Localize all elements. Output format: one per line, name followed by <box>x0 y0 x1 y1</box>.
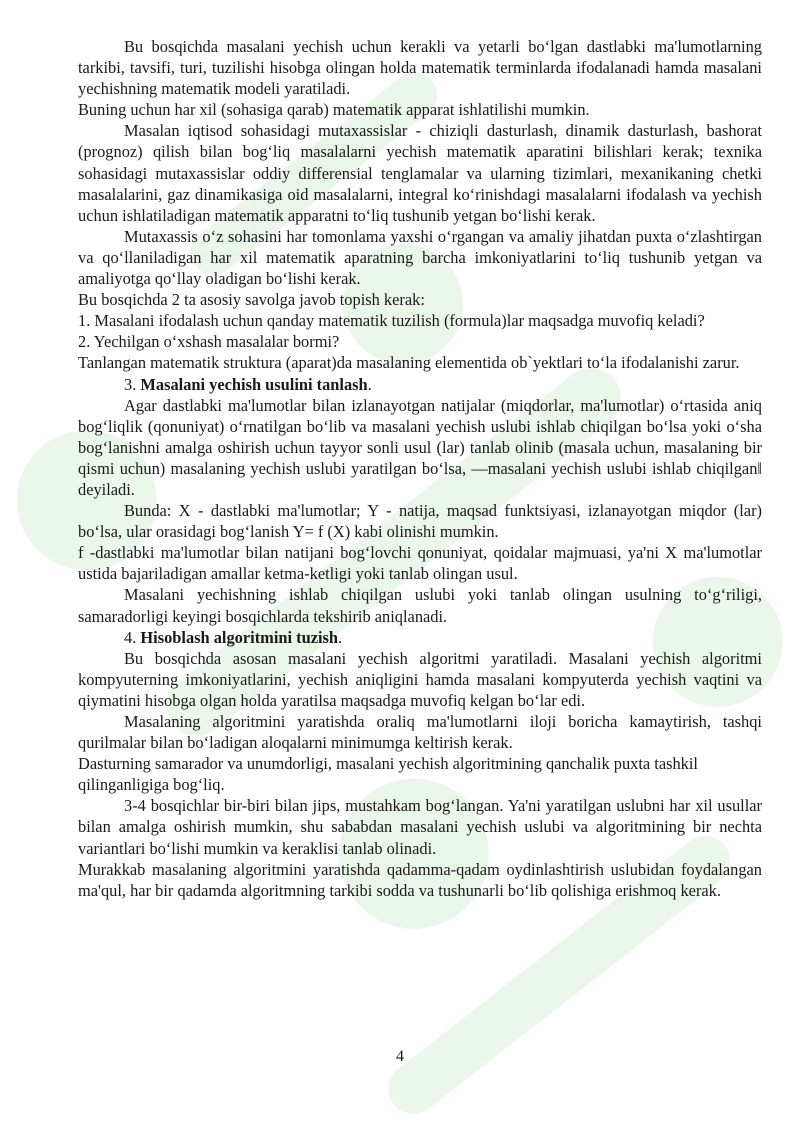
section-heading-3 <box>78 374 762 395</box>
paragraph: Mutaxassis o‘z sohasini har tomonlama yaxshi o‘rgangan va amaliy jihatdan puxta o‘zlashtirgan va qo‘llaniladigan har xil matematik aparatning barcha imkoniyatlarini to‘liq tushunib yetgan va amaliyotga qo‘llay oladigan bo‘lishi kerak. <box>78 226 762 289</box>
heading-dot: . <box>367 374 372 394</box>
document-body <box>78 36 762 901</box>
heading-number: 3. <box>124 374 137 394</box>
paragraph: Murakkab masalaning algoritmini yaratishda qadamma-qadam oydinlashtirish uslubidan foydalangan ma'qul, har bir qadamda algoritmning tarkibi sodda va tushunarli bo‘lib qolishiga erishmoq kerak. <box>78 859 762 900</box>
paragraph: Dasturning samarador va unumdorligi, masalani yechish algoritmining qanchalik puxta tashkil qilinganligiga bog‘liq. <box>78 754 698 795</box>
paragraph: Bunda: X - dastlabki ma'lumotlar; Y - natija, maqsad funktsiyasi, izlanayotgan miqdor (lar) bo‘lsa, ular orasidagi bog‘lanish Y= f (X) kabi olinishi mumkin. <box>78 501 762 542</box>
page-number: 4 <box>396 1048 404 1065</box>
paragraph: f -dastlabki ma'lumotlar bilan natijani bog‘lovchi qonuniyat, qoidalar majmuasi, ya'ni X ma'lumotlar ustida bajariladigan amallar ketma-ketligi yoki tanlab olingan usul. <box>78 543 762 584</box>
section-heading-4 <box>78 627 762 648</box>
paragraph: Masalaning algoritmini yaratishda oraliq ma'lumotlarni iloji boricha kamaytirish, tashqi qurilmalar bilan bo‘ladigan aloqalarni minimumga keltirish kerak. <box>78 712 762 753</box>
paragraph: Tanlangan matematik struktura (aparat)da masalaning elementida ob`yektlari to‘la ifodalanishi zarur. <box>78 353 740 373</box>
heading-dot: . <box>338 627 343 647</box>
list-item: 2. Yechilgan o‘xshash masalalar bormi? <box>78 332 340 352</box>
paragraph: Bu bosqichda 2 ta asosiy savolga javob topish kerak: <box>78 290 425 310</box>
paragraph: Bu bosqichda masalani yechish uchun kerakli va yetarli bo‘lgan dastlabki ma'lumotlarning tarkibi, tavsifi, turi, tuzilishi hisobga olingan holda matematik terminlarda ifodalanadi hamda masalani yechishning matematik modeli yaratiladi. <box>78 37 762 99</box>
paragraph: Agar dastlabki ma'lumotlar bilan izlanayotgan natijalar (miqdorlar, ma'lumotlar) o‘rtasida aniq bog‘liqlik (qonuniyat) o‘rnatilgan bo‘lib va masalani yechish uslubi ishlab chiqilgan bo‘lsa yoki o‘sha bog‘lanishni amalga oshirish uchun tayyor sonli usul (lar) tanlab olinib (masala uchun, masalaning bir qismi uchun) masalaning yechish uslubi yaratilgan bo‘lsa, ―masalani yechish uslubi ishlab chiqilganǁ deyiladi. <box>78 395 762 499</box>
paragraph: Buning uchun har xil (sohasiga qarab) matematik apparat ishlatilishi mumkin. <box>78 100 590 120</box>
heading-number: 4. <box>124 627 137 647</box>
heading-title: Hisoblash algoritmini tuzish <box>140 627 339 647</box>
paragraph: Masalani yechishning ishlab chiqilgan uslubi yoki tanlab olingan usulning to‘g‘riligi, samaradorligi keyingi bosqichlarda tekshirib aniqlanadi. <box>78 585 762 626</box>
list-item: 1. Masalani ifodalash uchun qanday matematik tuzilish (formula)lar maqsadga muvofiq keladi? <box>78 311 705 331</box>
heading-title: Masalani yechish usulini tanlash <box>140 374 368 394</box>
paragraph: Masalan iqtisod sohasidagi mutaxassislar - chiziqli dasturlash, dinamik dasturlash, bashorat (prognoz) qilish bilan bog‘liq masalalarni yechish matematik aparatini bilishlari kerak; texnika sohasidagi mutaxassislar oddiy differensial tenglamalar va ularning tizimlari, mexanikaning chetki masalalarini, gaz dinamikasiga oid masalalarni, integral ko‘rinishdagi masalalarni ifodalash va yechish uchun ishlatiladigan matematik apparatni to‘liq tushunib yetgan bo‘lishi kerak. <box>78 121 762 225</box>
paragraph: 3-4 bosqichlar bir-biri bilan jips, mustahkam bog‘langan. Ya'ni yaratilgan uslubni har xil usullar bilan amalga oshirish mumkin, shu sababdan masalani yechish uslubi va algoritmining bir nechta variantlari bo‘lishi mumkin va keraklisi tanlab olinadi. <box>78 796 762 858</box>
paragraph: Bu bosqichda asosan masalani yechish algoritmi yaratiladi. Masalani yechish algoritmi kompyuterning imkoniyatlarini, yechish aniqligini hamda masalani kompyuterda yechish vaqtini va qiymatini hisobga olgan holda yaratilsa maqsadga muvofiq kelgan bo‘lar edi. <box>78 648 762 710</box>
